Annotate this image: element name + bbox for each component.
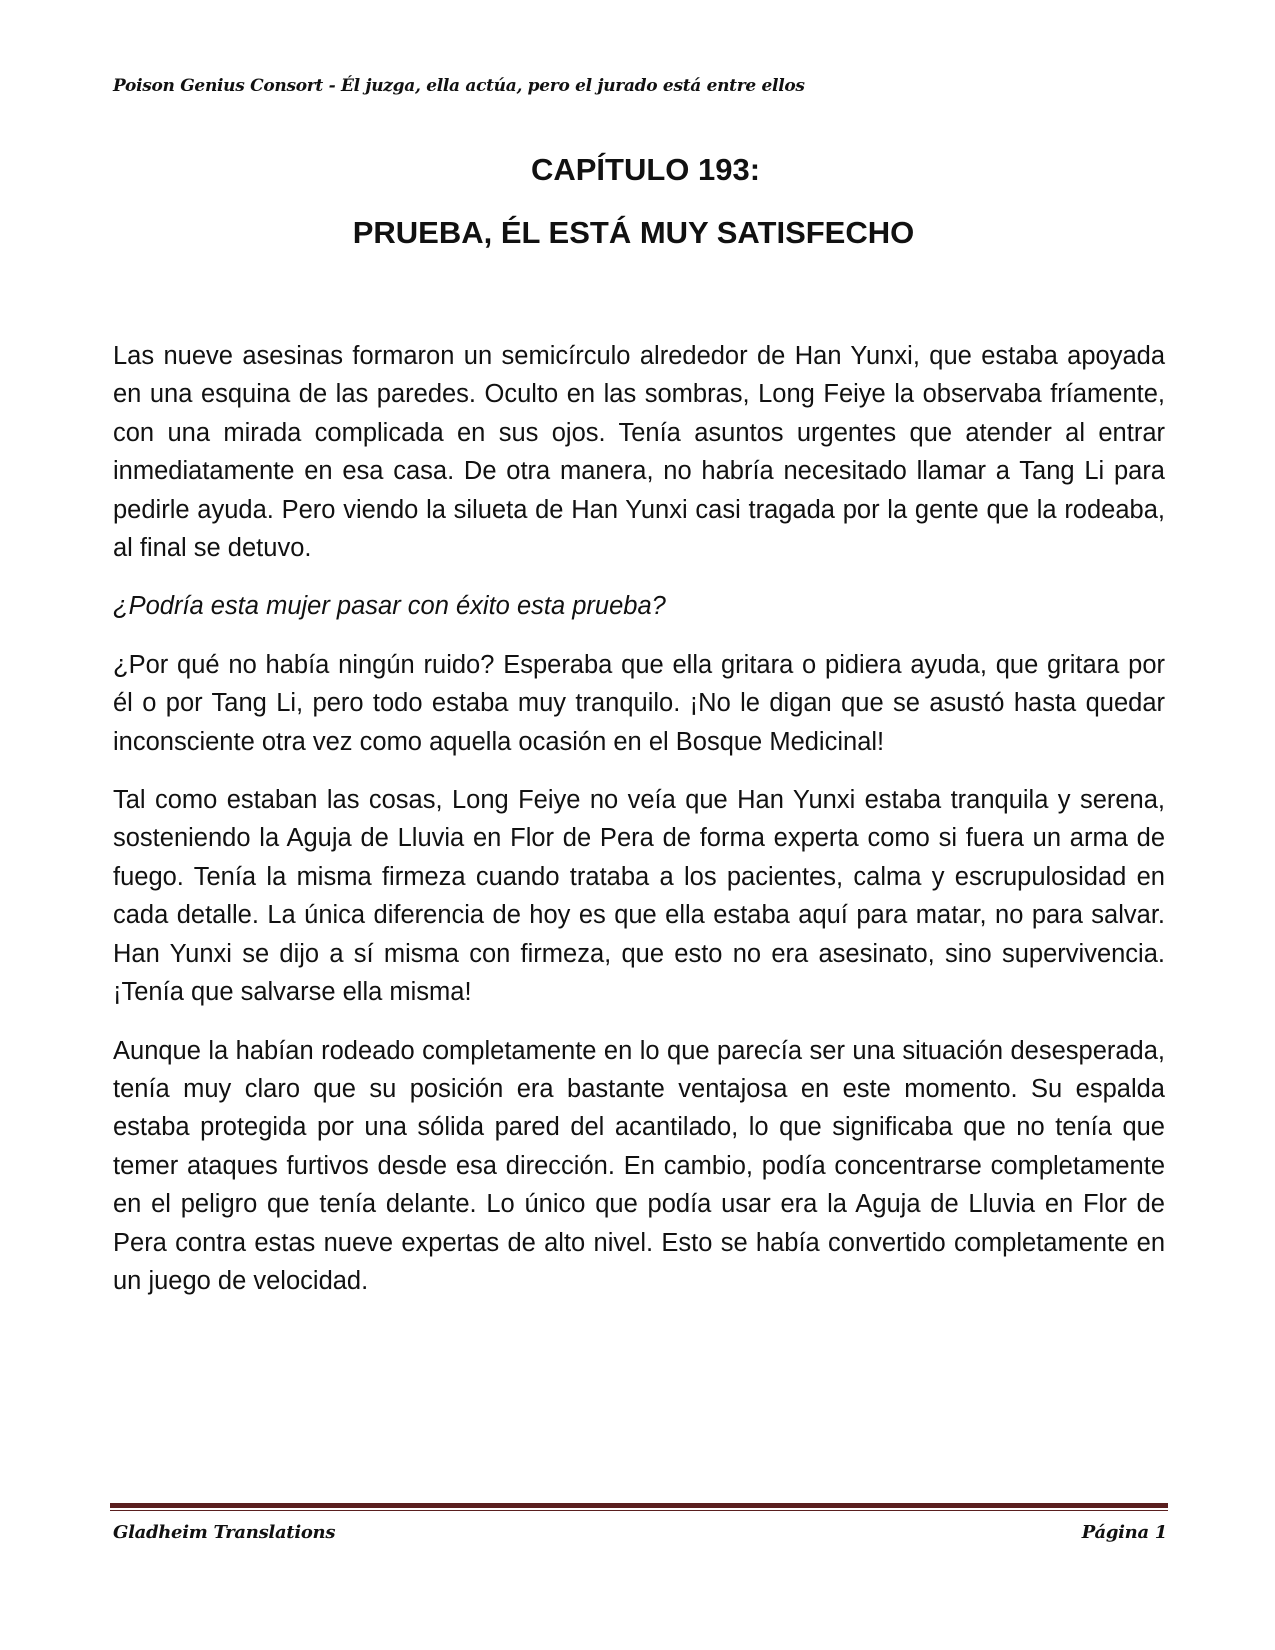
paragraph: Tal como estaban las cosas, Long Feiye no veía que Han Yunxi estaba tranquila y serena, sosteniendo la Aguja de Lluvia en Flor de Pera de forma experta como si fuera un arma de fuego. Tenía la misma firmeza cuando trataba a los pacientes, calma y escrupulosidad en cada detalle. La única diferencia de hoy es que ella estaba aquí para matar, no para salvar. Han Yunxi se dijo a sí misma con firmeza, que esto no era asesinato, sino supervivencia. ¡Tenía que salvarse ella misma! [113, 786, 1165, 1007]
paragraph: ¿Por qué no había ningún ruido? Esperaba que ella gritara o pidiera ayuda, que gritara por él o por Tang Li, pero todo estaba muy tranquilo. ¡No le digan que se asustó hasta quedar inconsciente otra vez como aquella ocasión en el Bosque Medicinal! [113, 650, 1165, 756]
paragraph: Aunque la habían rodeado completamente en lo que parecía ser una situación desesperada, tenía muy claro que su posición era bastante ventajosa en este momento. Su espalda estaba protegida por una sólida pared del acantilado, lo que significaba que no tenía que temer ataques furtivos desde esa dirección. En cambio, podía concentrarse completamente en el peligro que tenía delante. Lo único que podía usar era la Aguja de Lluvia en Flor de Pera contra estas nueve expertas de alto nivel. Esto se había convertido completamente en un juego de velocidad. [113, 1036, 1165, 1295]
footer-publisher: Gladheim Translations [113, 1522, 336, 1543]
chapter-body [113, 337, 1165, 1320]
chapter-title: PRUEBA, ÉL ESTÁ MUY SATISFECHO [352, 215, 915, 250]
paragraph: Las nueve asesinas formaron un semicírculo alrededor de Han Yunxi, que estaba apoyada en una esquina de las paredes. Oculto en las sombras, Long Feiye la observaba fríamente, con una mirada complicada en sus ojos. Tenía asuntos urgentes que atender al entrar inmediatamente en esa casa. De otra manera, no habría necesitado llamar a Tang Li para pedirle ayuda. Pero viendo la silueta de Han Yunxi casi tragada por la gente que la rodeaba, al final se detuvo. [113, 342, 1165, 563]
chapter-number: CAPÍTULO 193: [530, 152, 761, 187]
running-header: Poison Genius Consort - Él juzga, ella actúa, pero el jurado está entre ellos [113, 76, 805, 96]
paragraph-italic-thought: ¿Podría esta mujer pasar con éxito esta prueba? [113, 592, 666, 621]
footer-page-number: Página 1 [1081, 1522, 1167, 1543]
footer-divider [110, 1503, 1168, 1511]
